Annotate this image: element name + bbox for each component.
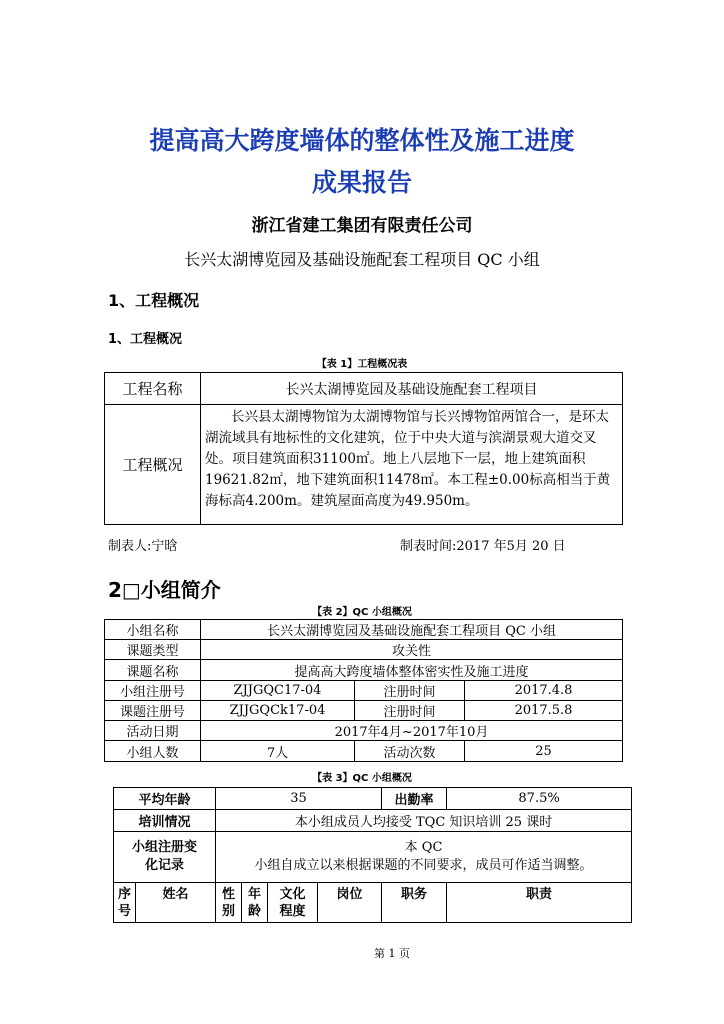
reg-change-label: 小组注册变化记录 <box>114 832 216 883</box>
avg-age-value: 35 <box>216 788 382 810</box>
training-value: 本小组成员人均接受 TQC 知识培训 25 课时 <box>216 810 632 832</box>
activity-count-label: 活动次数 <box>355 741 465 762</box>
project-overview-table <box>104 372 623 525</box>
project-name-label: 工程名称 <box>105 373 201 405</box>
group-reg-time-value: 2017.4.8 <box>465 681 623 701</box>
qc-group-name: 长兴太湖博览园及基础设施配套工程项目 QC 小组 <box>184 250 540 269</box>
group-name-label: 小组名称 <box>105 620 201 640</box>
topic-type-label: 课题类型 <box>105 640 201 660</box>
table-maker: 制表人:宁晗 <box>108 539 178 554</box>
report-title-line1: 提高高大跨度墙体的整体性及施工进度 <box>149 126 575 155</box>
table-date: 制表时间:2017 年5月 20 日 <box>400 539 566 554</box>
col-header-duty: 职责 <box>447 883 632 923</box>
reg-change-line1: 本 QC <box>404 840 443 855</box>
avg-age-label: 平均年龄 <box>114 788 216 810</box>
attendance-label: 出勤率 <box>382 788 447 810</box>
section1-heading: 1、工程概况 <box>108 291 200 310</box>
project-overview-label: 工程概况 <box>105 405 201 525</box>
group-size-value: 7人 <box>201 741 355 762</box>
topic-reg-time-value: 2017.5.8 <box>465 701 623 721</box>
topic-reg-time-label: 注册时间 <box>355 701 465 721</box>
topic-reg-value: ZJJGQCk17-04 <box>201 701 355 721</box>
attendance-value: 87.5% <box>447 788 632 810</box>
report-title-line2: 成果报告 <box>311 168 412 197</box>
section2-heading: 2□小组简介 <box>108 578 221 602</box>
col-header-post: 岗位 <box>318 883 382 923</box>
project-overview-value: 长兴县太湖博物馆为太湖博物馆与长兴博物馆两馆合一，是环太湖流域具有地标性的文化建筑，位于中央大道与滨湖景观大道交叉处。项目建筑面积31100㎡。地上八层地下一层，地上建筑面积19621.82㎡，地下建筑面积11478㎡。本工程±0.00标高相当于黄海标高4.200m。建筑屋面高度为49.950m。 <box>201 405 623 525</box>
col-header-name: 姓名 <box>136 883 216 923</box>
topic-reg-label: 课题注册号 <box>105 701 201 721</box>
organization-name: 浙江省建工集团有限责任公司 <box>251 216 473 236</box>
group-reg-label: 小组注册号 <box>105 681 201 701</box>
reg-change-line2: 小组自成立以来根据课题的不同要求，成员可作适当调整。 <box>254 858 593 873</box>
table3-caption: 【表 3】QC 小组概况 <box>312 773 412 784</box>
training-label: 培训情况 <box>114 810 216 832</box>
col-header-age: 年龄 <box>242 883 268 923</box>
qc-group-table <box>104 619 623 762</box>
group-name-value: 长兴太湖博览园及基础设施配套工程项目 QC 小组 <box>201 620 623 640</box>
table1-caption: 【表 1】工程概况表 <box>316 359 408 370</box>
activity-count-value: 25 <box>465 741 623 762</box>
group-reg-time-label: 注册时间 <box>355 681 465 701</box>
group-size-label: 小组人数 <box>105 741 201 762</box>
col-header-index: 序号 <box>114 883 136 923</box>
qc-members-table <box>113 787 632 923</box>
col-header-education: 文化程度 <box>268 883 318 923</box>
project-name-value: 长兴太湖博览园及基础设施配套工程项目 <box>201 373 623 405</box>
col-header-position: 职务 <box>382 883 447 923</box>
page-number: 第 1 页 <box>374 947 410 960</box>
activity-date-label: 活动日期 <box>105 721 201 741</box>
activity-date-value: 2017年4月~2017年10月 <box>201 721 623 741</box>
group-reg-value: ZJJGQC17-04 <box>201 681 355 701</box>
section1-subheading: 1、工程概况 <box>108 332 183 347</box>
reg-change-cell <box>216 832 632 883</box>
col-header-gender: 性别 <box>216 883 242 923</box>
topic-type-value: 攻关性 <box>201 640 623 660</box>
table2-caption: 【表 2】QC 小组概况 <box>312 607 412 618</box>
topic-name-value: 提高高大跨度墙体整体密实性及施工进度 <box>201 660 623 681</box>
topic-name-label: 课题名称 <box>105 660 201 681</box>
